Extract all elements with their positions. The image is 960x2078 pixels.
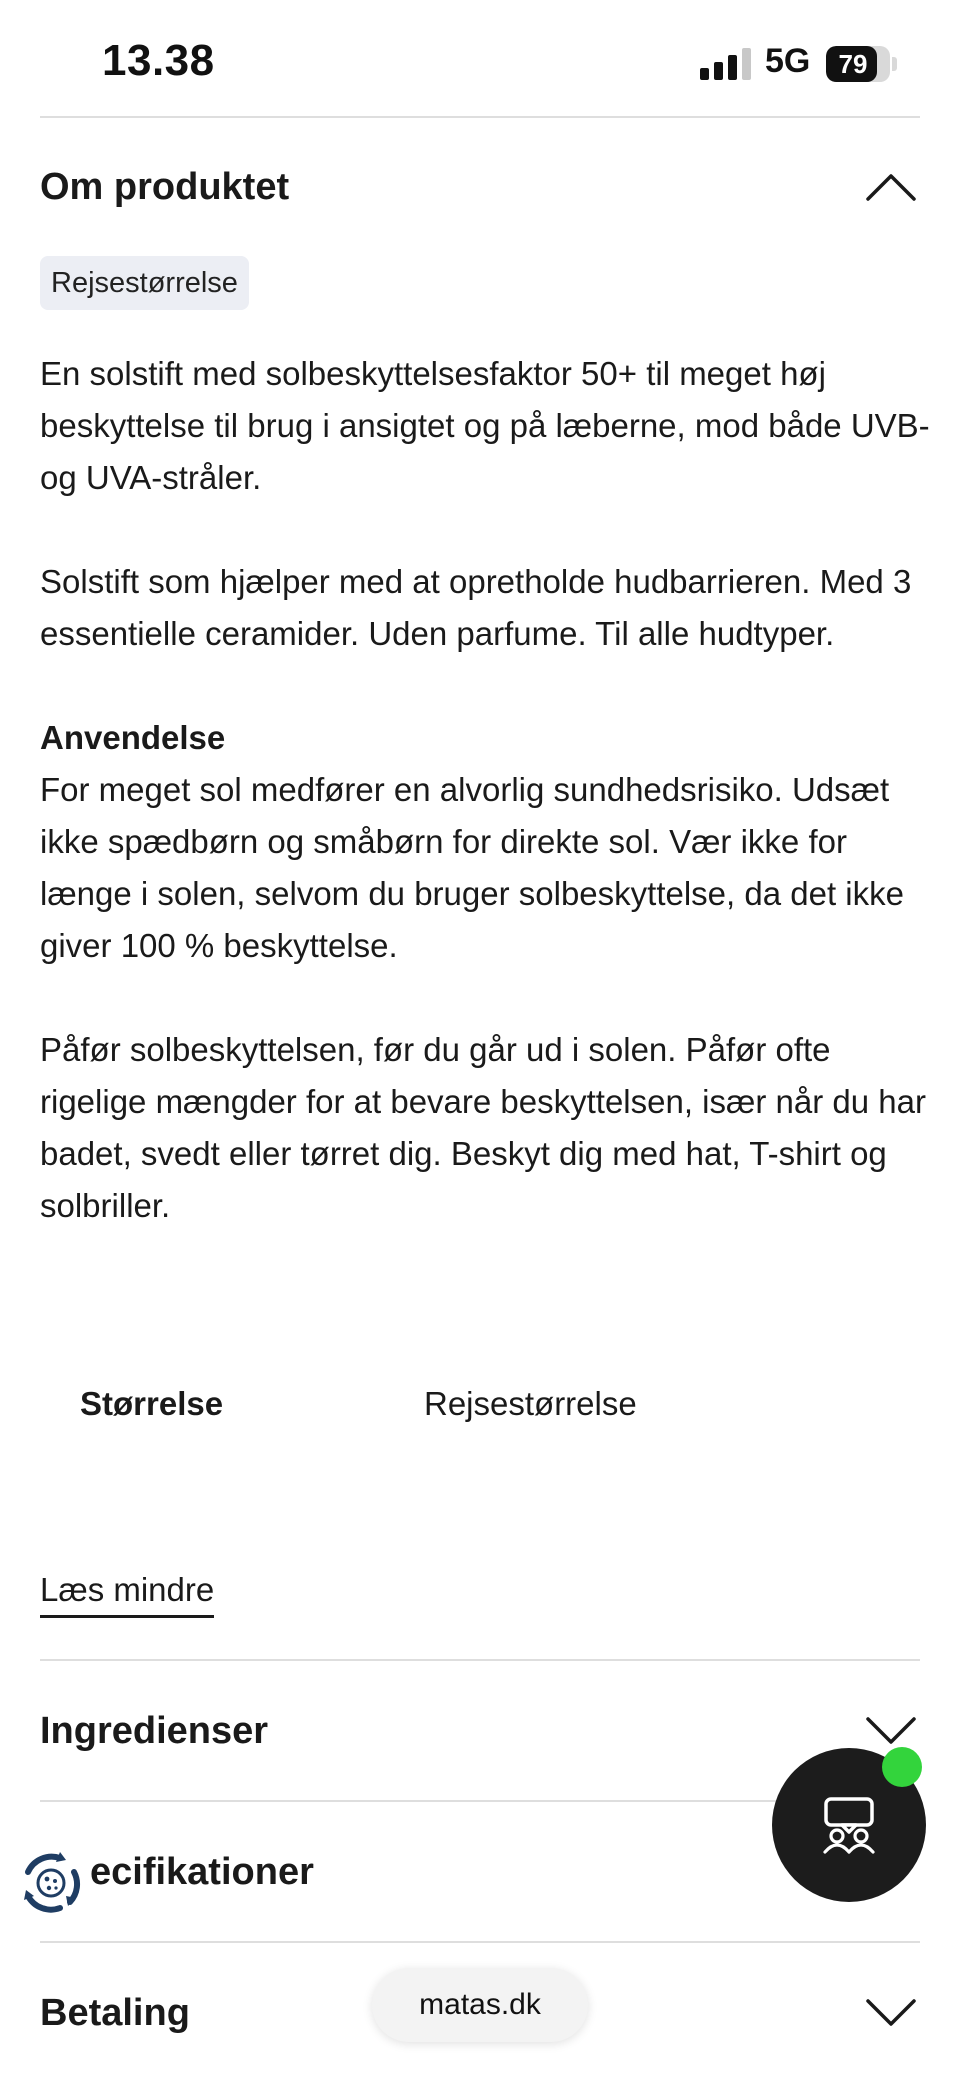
online-status-dot xyxy=(882,1747,922,1787)
accordion-title: Betaling xyxy=(40,1992,190,2034)
size-tag: Rejsestørrelse xyxy=(40,256,249,310)
product-description xyxy=(40,348,930,1232)
accordion-divider xyxy=(40,1941,920,1943)
accordion-divider xyxy=(40,1659,920,1661)
usage-heading: Anvendelse xyxy=(40,719,226,756)
spec-row-size xyxy=(80,1378,880,1430)
usage-paragraph: Påfør solbeskyttelsen, før du går ud i solen. Påfør ofte rigelige mængder for at bevare beskyttelsen, især når du har badet, svedt eller tørret dig. Beskyt dig med hat, T-shirt og solbriller. xyxy=(40,1031,926,1224)
spec-label: Størrelse xyxy=(80,1385,224,1422)
signal-strength-icon xyxy=(700,48,752,80)
chevron-down-icon[interactable] xyxy=(865,1998,917,2028)
accordion-title: Ingredienser xyxy=(40,1710,269,1752)
read-less-link[interactable]: Læs mindre xyxy=(40,1571,214,1618)
description-paragraph: Solstift som hjælper med at opretholde hudbarrieren. Med 3 essentielle ceramider. Uden parfume. Til alle hudtyper. xyxy=(40,563,912,652)
spec-value: Rejsestørrelse xyxy=(424,1385,637,1422)
chat-support-icon xyxy=(818,1794,880,1856)
battery-level: 79 xyxy=(838,49,868,79)
usage-paragraph: For meget sol medfører en alvorlig sundhedsrisiko. Udsæt ikke spædbørn og småbørn for direkte sol. Vær ikke for længe i solen, selvom du bruger solbeskyttelse, da det ikke giver 100 % beskyttelse. xyxy=(40,771,904,964)
cookie-settings-icon[interactable] xyxy=(16,1848,86,1918)
chevron-up-icon[interactable] xyxy=(865,172,917,202)
accordion-title: ecifikationer xyxy=(90,1851,314,1893)
description-paragraph: En solstift med solbeskyttelsesfaktor 50+ til meget høj beskyttelse til brug i ansigtet og på læberne, mod både UVB- og UVA-stråler. xyxy=(40,355,930,496)
battery-icon xyxy=(826,46,898,82)
about-section-title: Om produktet xyxy=(40,166,290,208)
network-type: 5G xyxy=(765,42,811,80)
status-time: 13.38 xyxy=(102,36,215,85)
chevron-down-icon[interactable] xyxy=(865,1716,917,1746)
status-bar xyxy=(0,0,960,116)
top-divider xyxy=(40,116,920,118)
browser-url-pill[interactable]: matas.dk xyxy=(372,1968,588,2042)
